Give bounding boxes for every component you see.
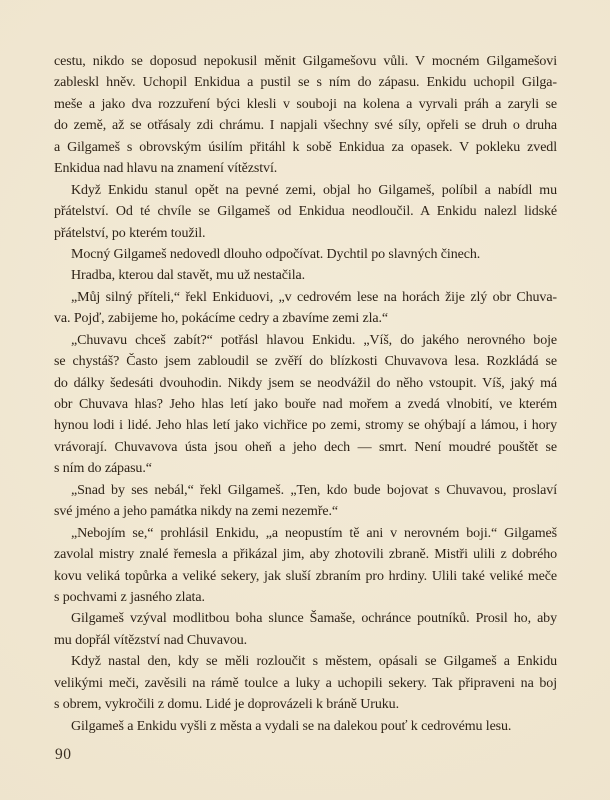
text-line-content: do země, až se otřásaly zdi chrámu. I napjali všechny své síly, opřeli se druh o druha [54,118,557,134]
text-line-content: kovu veliká topůrka a veliké sekery, jak sluší zbraním pro hrdiny. Ulili také veliké meče [54,568,557,584]
text-line-content: se chystáš? Často jsem zabloudil se zvěří do blízkosti Chuvavova lesa. Rozkládá se [54,354,557,370]
text-line [54,523,557,544]
paragraph [54,716,557,737]
text-line-content: mu dopřál vítězství nad Chuvavou. [54,632,248,648]
text-line-content: s pochvami z jasného zlata. [54,589,205,605]
text-line [54,330,557,351]
text-line-content: vrávorají. Chuvavova ústa jsou oheň a jeho dech — smrt. Není moudré pouštět se [54,439,557,455]
paragraph [54,480,557,523]
text-line-content: a Gilgameš s obrovským úsilím přitáhl k sobě Enkidua za opasek. V pokleku zvedl [54,139,557,155]
text-line [54,51,557,72]
text-line-content: Gilgameš vzýval modlitbou boha slunce Šamaše, ochránce poutníků. Prosil ho, aby [71,611,557,627]
paragraph [54,651,557,715]
text-line-content: Když Enkidu stanul opět na pevné zemi, objal ho Gilgameš, políbil a nabídl mu [71,182,557,198]
text-line [54,201,557,222]
text-line [54,394,557,415]
text-line [54,72,557,93]
text-line-content: „Můj silný příteli,“ řekl Enkiduovi, „v cedrovém lese na horách žije zlý obr Chuva- [71,289,557,305]
text-line [54,651,557,672]
text-line-content: „Snad by ses nebál,“ řekl Gilgameš. „Ten, kdo bude bojovat s Chuvavou, proslaví [71,482,557,498]
text-line-content: své jméno a jeho památka nikdy na zemi nezemře.“ [54,504,339,520]
paragraph [54,287,557,330]
text-line-content: přátelství, po kterém toužil. [54,225,206,241]
text-line-content: do dálky šedesáti dvouhodin. Nikdy jsem se neodvážil do něho vstoupit. Víš, jaký má [54,375,557,391]
text-line [54,415,557,436]
text-line-content: s ním do zápasu.“ [54,461,152,477]
text-line-content: cestu, nikdo se doposud nepokusil měnit Gilgamešovu vůli. V mocném Gilgamešovi [54,54,557,69]
text-line-content: Mocný Gilgameš nedovedl dlouho odpočívat. Dychtil po slavných činech. [71,246,481,262]
text-line [54,544,557,565]
text-line [54,265,557,286]
paragraph [54,180,557,244]
text-line [54,94,557,115]
text-line [54,694,557,715]
text-line-content: zavolal mistry znalé řemesla a přikázal jim, aby zhotovili zbraně. Mistři ulili z dobrého [54,547,557,563]
text-line [54,716,557,737]
text-line [54,373,557,394]
paragraph [54,265,557,286]
text-line-content: obr Chuvava hlas? Jeho hlas letí jako bouře nad mořem a zvedá vlnobití, ve kterém [54,397,557,412]
paragraph [54,523,557,609]
text-line [54,480,557,501]
text-line-content: „Nebojím se,“ prohlásil Enkidu, „a neopustím tě ani v nerovném boji.“ Gilgameš [71,525,557,541]
text-line-content: Když nastal den, kdy se měli rozloučit s městem, opásali se Gilgameš a Enkidu [71,654,557,670]
text-line [54,587,557,608]
paragraph [54,51,557,180]
text-line-content: Enkidua nad hlavu na znamení vítězství. [54,161,278,177]
text-line [54,308,557,329]
paragraph [54,330,557,480]
text-line-content: Hradba, kterou dal stavět, mu už nestačila. [71,268,306,284]
text-line [54,437,557,458]
text-line-content: hynou lodi i lidé. Jeho hlas letí jako vichřice po zemi, stromy se ohýbají a lámou, i hory [54,418,557,434]
text-line [54,630,557,651]
text-line [54,566,557,587]
text-line [54,458,557,479]
text-line [54,287,557,308]
page-number: 90 [55,746,72,763]
paragraph [54,244,557,265]
text-line [54,608,557,629]
text-line-content: s obrem, vykročili z domu. Lidé je doprovázeli k bráně Uruku. [54,697,399,713]
text-line [54,244,557,265]
text-line-content: přátelství. Od té chvíle se Gilgameš od Enkidua neodloučil. A Enkidu nalezl lidské [54,204,557,220]
text-line [54,137,557,158]
text-line [54,501,557,522]
page-text [54,51,557,737]
text-line [54,158,557,179]
text-line [54,351,557,372]
paragraph [54,608,557,651]
text-line [54,673,557,694]
text-line-content: Gilgameš a Enkidu vyšli z města a vydali se na dalekou pouť k cedrovému lesu. [71,718,512,734]
text-line-content: va. Pojď, zabijeme ho, pokácíme cedry a zbavíme zemi zla.“ [54,311,389,327]
text-line [54,180,557,201]
text-line-content: zableskl hněv. Uchopil Enkidua a pustil se s ním do zápasu. Enkidu uchopil Gilga- [54,75,557,91]
text-line [54,115,557,136]
text-line [54,223,557,244]
text-line-content: „Chuvavu chceš zabít?“ potřásl hlavou Enkidu. „Víš, do jakého nerovného boje [71,332,557,348]
text-line-content: meše a jako dva rozzuření býci klesli v souboji na kolena a vyrvali práh a zaryli se [54,96,557,112]
text-line-content: velikými meči, zavěsili na rámě toulce a luky a uchopili sekery. Tak připraveni na boj [54,675,557,691]
